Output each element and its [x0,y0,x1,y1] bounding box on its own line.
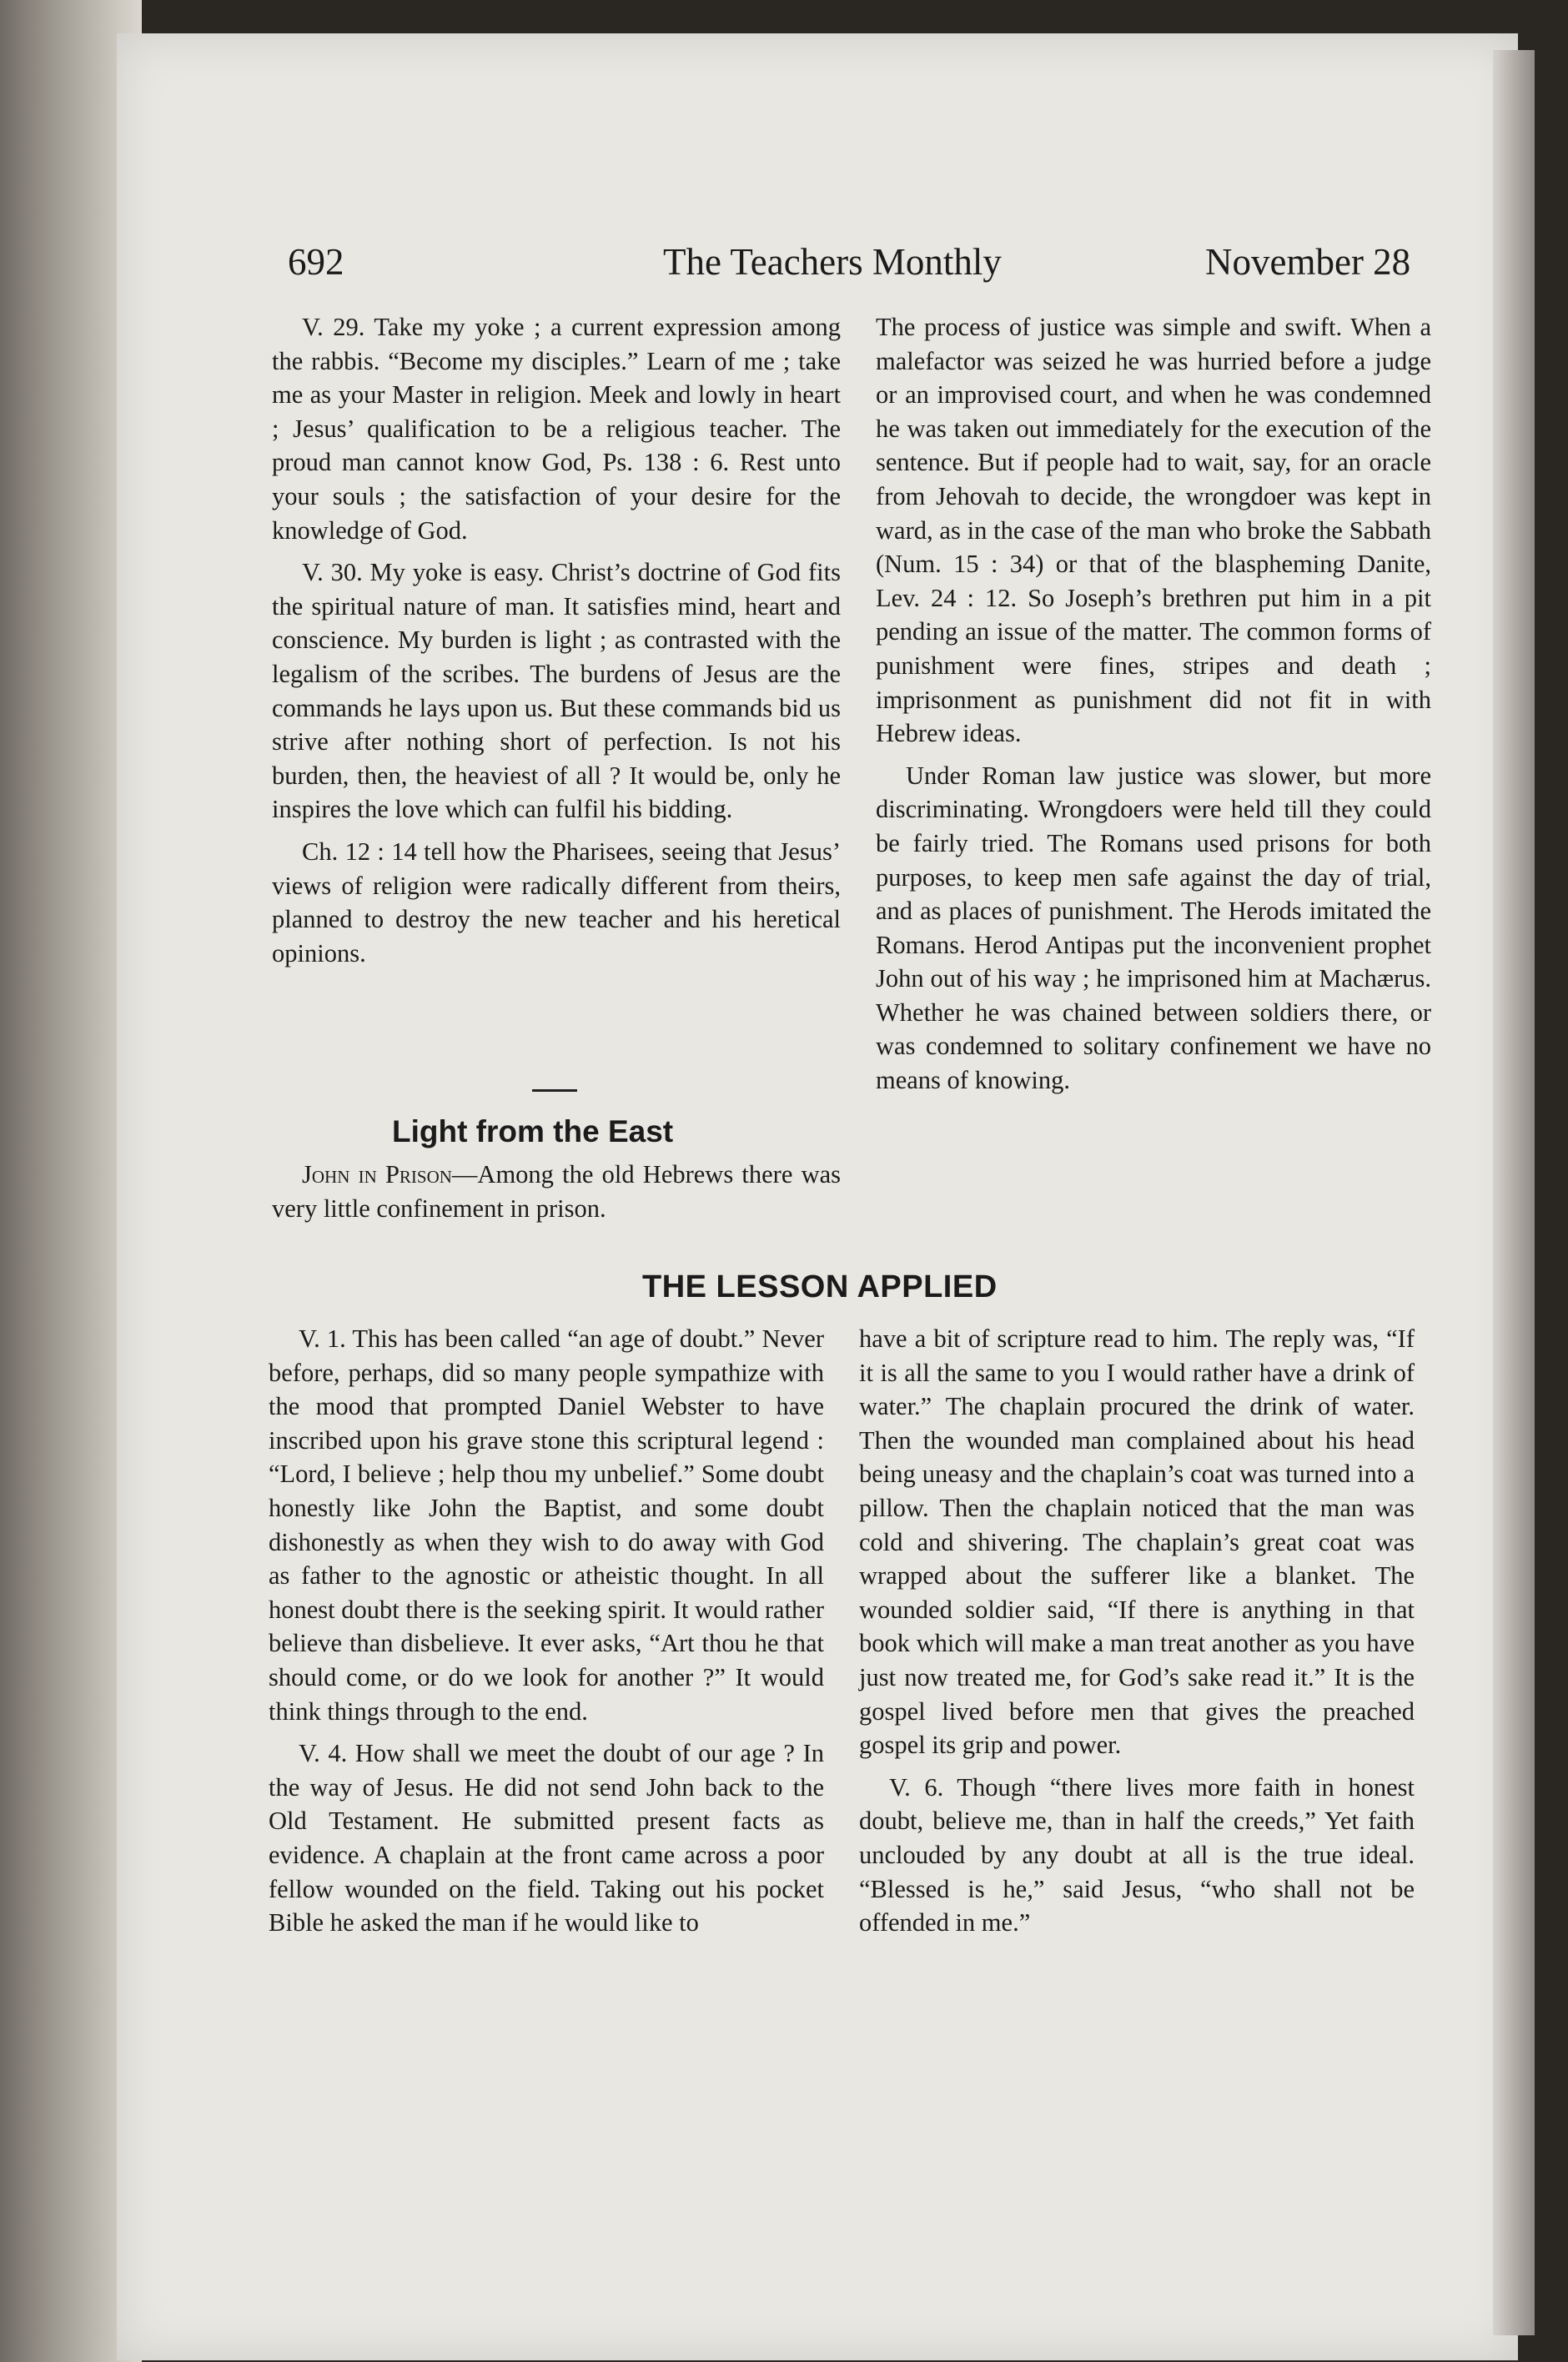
paragraph-v1: V. 1. This has been called “an age of doubt.” Never before, perhaps, did so many people sympathize with the mood that prompted Daniel Webster to have inscribed upon his grave stone this scriptural legend : “Lord, I believe ; help thou my unbelief.” Some doubt honestly like John the Baptist, and some doubt dishonestly as when they wish to do away with God as father to the agnostic or atheistic thought. In all honest doubt there is the seeking spirit. It would rather believe than disbelieve. It ever asks, “Art thou he that should come, or do we look for another ?” It would think things through to the end. [269,1324,824,1726]
paragraph-v29: V. 29. Take my yoke ; a current expression among the rabbis. “Become my disciples.” Learn of me ; take me as your Master in religion. Meek and lowly in heart ; Jesus’ qualification to be a religious teacher. The proud man cannot know God, Ps. 138 : 6. Rest unto your souls ; the satisfaction of your desire for the knowledge of God. [272,313,841,545]
paragraph-ch12: Ch. 12 : 14 tell how the Pharisees, seeing that Jesus’ views of religion were radically different from theirs, planned to destroy the new teacher and his heretical opinions. [272,837,841,967]
john-in-prison-text: —Among the old Hebrews there was very little confinement in prison. [272,1160,841,1223]
bottom-left-column [269,1322,824,1948]
page-edge [1493,50,1535,2335]
john-in-prison-lead: John in Prison [302,1160,452,1189]
paragraph-v4: V. 4. How shall we meet the doubt of our age ? In the way of Jesus. He did not send John back to the Old Testament. He submitted present facts as evidence. A chaplain at the front came across a poor fellow wounded on the field. Taking out his pocket Bible he asked the man if he would like to [269,1739,824,1937]
top-left-column [272,310,841,978]
paragraph-v30: V. 30. My yoke is easy. Christ’s doctrine of God fits the spiritual nature of man. It satisfies mind, heart and conscience. My burden is light ; as contrasted with the legalism of the scribes. The burdens of Jesus are the commands he lays upon us. But these commands bid us strive after nothing short of perfection. Is not his burden, then, the heaviest of all ? It would be, only he inspires the love which can fulfil his bidding. [272,558,841,824]
running-title: The Teachers Monthly [663,241,1002,283]
running-date: November 28 [1205,241,1411,283]
page-number: 692 [288,241,344,283]
paragraph-v6: V. 6. Though “there lives more faith in honest doubt, believe me, than in half the creeds,” Yet faith unclouded by any doubt at all is the true ideal. “Blessed is he,” said Jesus, “who shall not be offended in me.” [859,1772,1415,1937]
light-from-east-heading: Light from the East [392,1114,674,1148]
lesson-applied-heading: THE LESSON APPLIED [642,1269,998,1304]
paragraph-chaplain: have a bit of scripture read to him. The reply was, “If it is all the same to you I would rather have a drink of water.” The chaplain procured the drink of water. Then the wounded man complained about his head being uneasy and the chaplain’s coat was turned into a pillow. Then the chaplain noticed that the man was cold and shivering. The chaplain’s great coat was wrapped about the sufferer like a blanket. The wounded soldier said, “If there is anything in that book which will make a man treat another as you have just now treated me, for God’s sake read it.” It is the gospel lived before men that gives the preached gospel its grip and power. [859,1324,1415,1760]
top-right-column [876,310,1431,1106]
light-from-east-column [272,1158,841,1234]
paragraph-john-in-prison [272,1158,841,1225]
paragraph-justice: The process of justice was simple and swift. When a malefactor was seized he was hurried before a judge or an improvised court, and when he was condemned he was taken out immediately for the execution of the sentence. But if people had to wait, say, for an oracle from Jehovah to decide, the wrongdoer was kept in ward, as in the case of the man who broke the Sabbath (Num. 15 : 34) or that of the blaspheming Danite, Lev. 24 : 12. So Joseph’s brethren put him in a pit pending an issue of the matter. The common forms of punishment were fines, stripes and death ; imprisonment as punishment did not fit in with Hebrew ideas. [876,313,1431,748]
paragraph-roman-law: Under Roman law justice was slower, but more discriminating. Wrongdoers were held till they could be fairly tried. The Romans used prisons for both purposes, to keep men safe against the day of trial, and as places of punishment. The Herods imitated the Romans. Herod Antipas put the inconvenient prophet John out of his way ; he imprisoned him at Machærus. Whether he was chained between soldiers there, or was condemned to solitary confinement we have no means of knowing. [876,761,1431,1095]
bottom-right-column [859,1322,1415,1948]
section-rule [532,1089,577,1092]
